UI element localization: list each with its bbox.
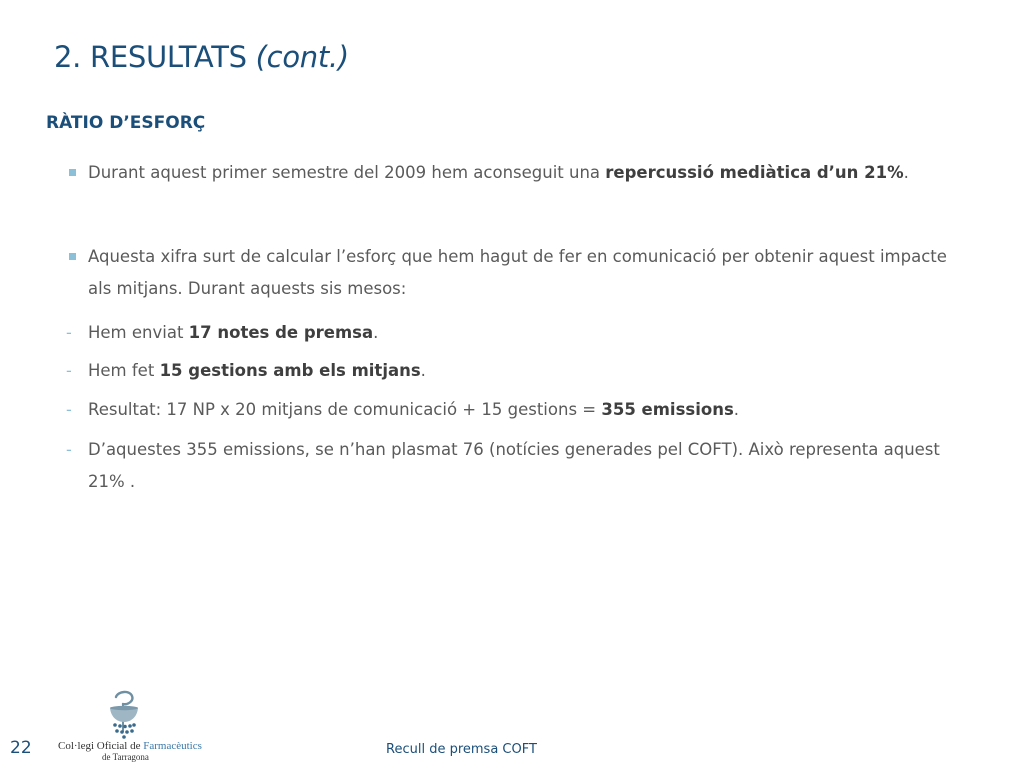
- dash-item-end: .: [733, 400, 740, 419]
- dash-list-item: [66, 355, 968, 387]
- logo-location: de Tarragona: [102, 752, 149, 762]
- bullet-item: [88, 241, 968, 305]
- dash-bullet-icon: -: [66, 400, 72, 419]
- square-bullet-icon: [69, 169, 76, 176]
- slide-title: [54, 40, 349, 74]
- section-subtitle: RÀTIO D’ESFORÇ: [46, 113, 206, 133]
- slide-title-suffix: (cont.): [255, 40, 349, 74]
- logo-name-part1: Col·legi Oficial de: [58, 740, 144, 752]
- dash-item-bold: 355 emissions: [601, 400, 734, 419]
- footer-text: Recull de premsa COFT: [386, 742, 537, 757]
- bullet-bold-text: repercussió mediàtica d’un 21%: [605, 163, 904, 182]
- dash-item-end: .: [420, 361, 426, 380]
- bullet-text: Durant aquest primer semestre del 2009 hem aconseguit una: [88, 163, 606, 182]
- dash-item-text: Resultat: 17 NP x 20 mitjans de comunicació + 15 gestions =: [88, 400, 602, 419]
- bowl-of-hygieia-icon: [58, 688, 198, 740]
- dash-bullet-icon: -: [66, 323, 72, 342]
- dash-item-bold: 15 gestions amb els mitjans: [159, 361, 421, 380]
- square-bullet-icon: [69, 253, 76, 260]
- logo-name-part2: Farmacèutics: [143, 740, 202, 752]
- dash-item-bold: 17 notes de premsa: [188, 323, 374, 342]
- dash-item-end: .: [373, 323, 379, 342]
- bullet-text-end: .: [903, 163, 909, 182]
- dash-item-text: Hem fet: [88, 361, 160, 380]
- dash-list-item: [66, 394, 968, 426]
- dash-bullet-icon: -: [66, 361, 72, 380]
- dash-list-item: [66, 317, 968, 349]
- logo-name: [58, 740, 202, 752]
- slide-title-main: 2. RESULTATS: [54, 40, 247, 74]
- page-number: 22: [10, 738, 32, 758]
- dash-bullet-icon: -: [66, 440, 72, 459]
- dash-item-text: Hem enviat: [88, 323, 189, 342]
- dash-list-item: [66, 434, 968, 498]
- bullet-text: Aquesta xifra surt de calcular l’esforç que hem hagut de fer en comunicació per obtenir aquest impacte als mitjans. Durant aquests sis mesos:: [88, 247, 947, 298]
- dash-item-text: D’aquestes 355 emissions, se n’han plasmat 76 (notícies generades pel COFT). Això representa aquest 21% .: [88, 440, 940, 491]
- coft-logo: [58, 688, 202, 764]
- bullet-item: [88, 157, 968, 189]
